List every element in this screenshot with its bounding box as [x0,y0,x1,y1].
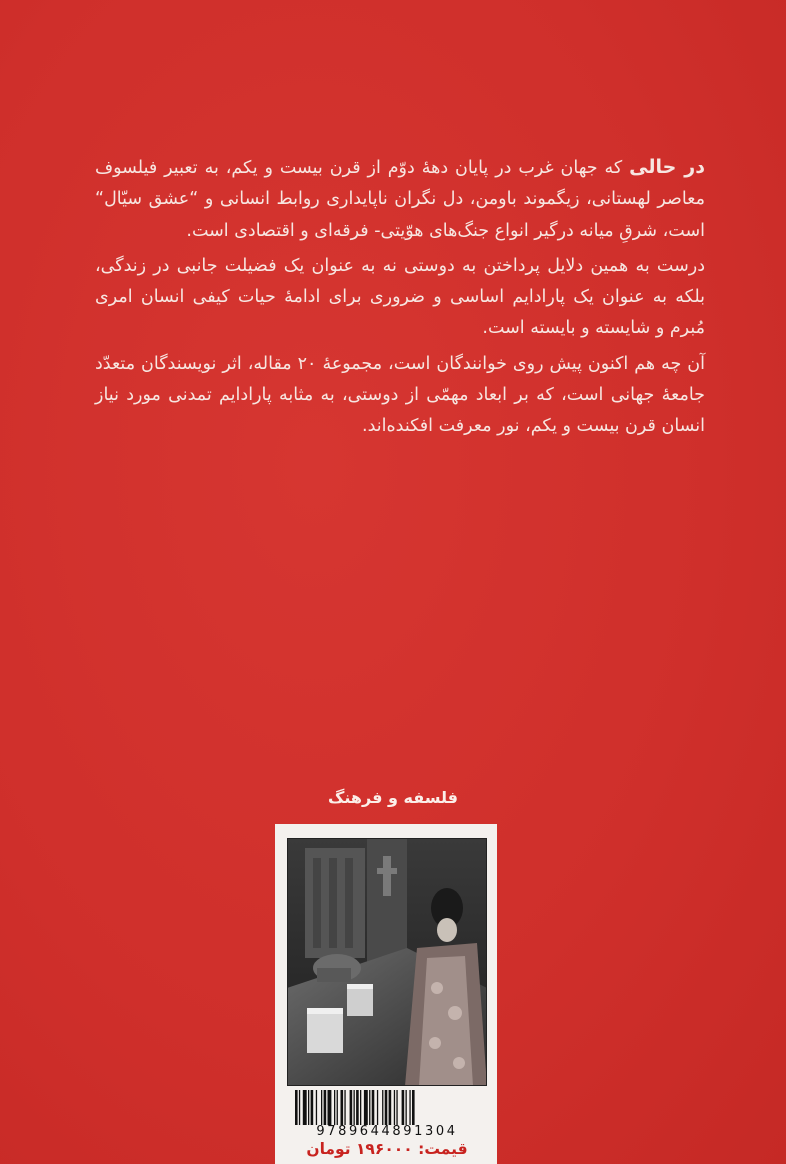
barcode-bar [385,1090,388,1126]
barcode-bar [350,1090,353,1126]
barcode-bar [321,1090,322,1126]
barcode-bar [394,1090,395,1126]
barcode-bar [360,1090,361,1126]
blurb-paragraph-1-text: که جهان غرب در پایان دهۀ دوّم از قرن بیست و یکم، به تعبیر فیلسوف معاصر لهستانی، زیگموند باومن، دل نگران ناپایداری روابط انسانی و “عشق سیّال“ است، شرقِ میانه درگیر انواع جنگ‌های هوّیتی- فرقه‌ای و اقتصادی است. [95,158,705,241]
barcode-bar [396,1090,397,1126]
barcode-bar [382,1090,383,1126]
barcode-bar [303,1090,307,1126]
barcode-bar [311,1090,314,1126]
barcode-bar [354,1090,355,1126]
price-label: قیمت: ۱۹۶۰۰۰ تومان [306,1140,468,1158]
series-title: فلسفه و فرهنگ [327,788,459,807]
barcode-bar [402,1090,405,1126]
blurb-paragraph-1 [95,152,705,247]
barcode-bar [324,1090,327,1126]
barcode-bar [409,1090,410,1126]
barcode-bar [308,1090,309,1126]
cover-photo [287,838,487,1086]
barcode-bar [299,1090,300,1126]
barcode-bar [389,1090,392,1126]
barcode-bar [328,1090,332,1126]
barcode-bar [356,1090,359,1126]
barcode-bar [334,1090,335,1126]
barcode-bar [372,1090,375,1126]
cover-photo-art [287,838,487,1086]
barcode-bar [295,1090,298,1126]
barcode-bar [344,1090,345,1126]
barcode-bar [316,1090,317,1126]
barcode-bar [337,1090,338,1126]
blurb-text [95,152,705,447]
barcode-bar [412,1090,415,1126]
barcode-bar [406,1090,407,1126]
isbn-digits: 9789644891304 [289,1125,485,1139]
barcode-bars [289,1090,485,1126]
barcode-bar [377,1090,378,1126]
barcode-bar [369,1090,370,1126]
blurb-lead: در حالی [629,156,705,178]
blurb-paragraph-2: درست به همین دلایل پرداختن به دوستی نه به عنوان یک فضیلت جانبی در زندگی، بلکه به عنوان یک پارادایم اساسی و ضروری برای ادامۀ حیات کیفی انسان امری مُبرم و شایسته و بایسته است. [95,255,705,339]
barcode-card [275,824,497,1164]
barcode-bar [341,1090,344,1126]
blurb-paragraph-3: آن چه هم اکنون پیش روی خوانندگان است، مجموعۀ ۲۰ مقاله، اثر نویسندگان متعدّد جامعۀ جهانی است، که بر ابعاد مهمّی از دوستی، به مثابه پارادایم تمدنی مورد نیاز انسان قرن بیست و یکم، نور معرفت افکنده‌اند. [95,353,705,437]
barcode-bar [364,1090,368,1126]
